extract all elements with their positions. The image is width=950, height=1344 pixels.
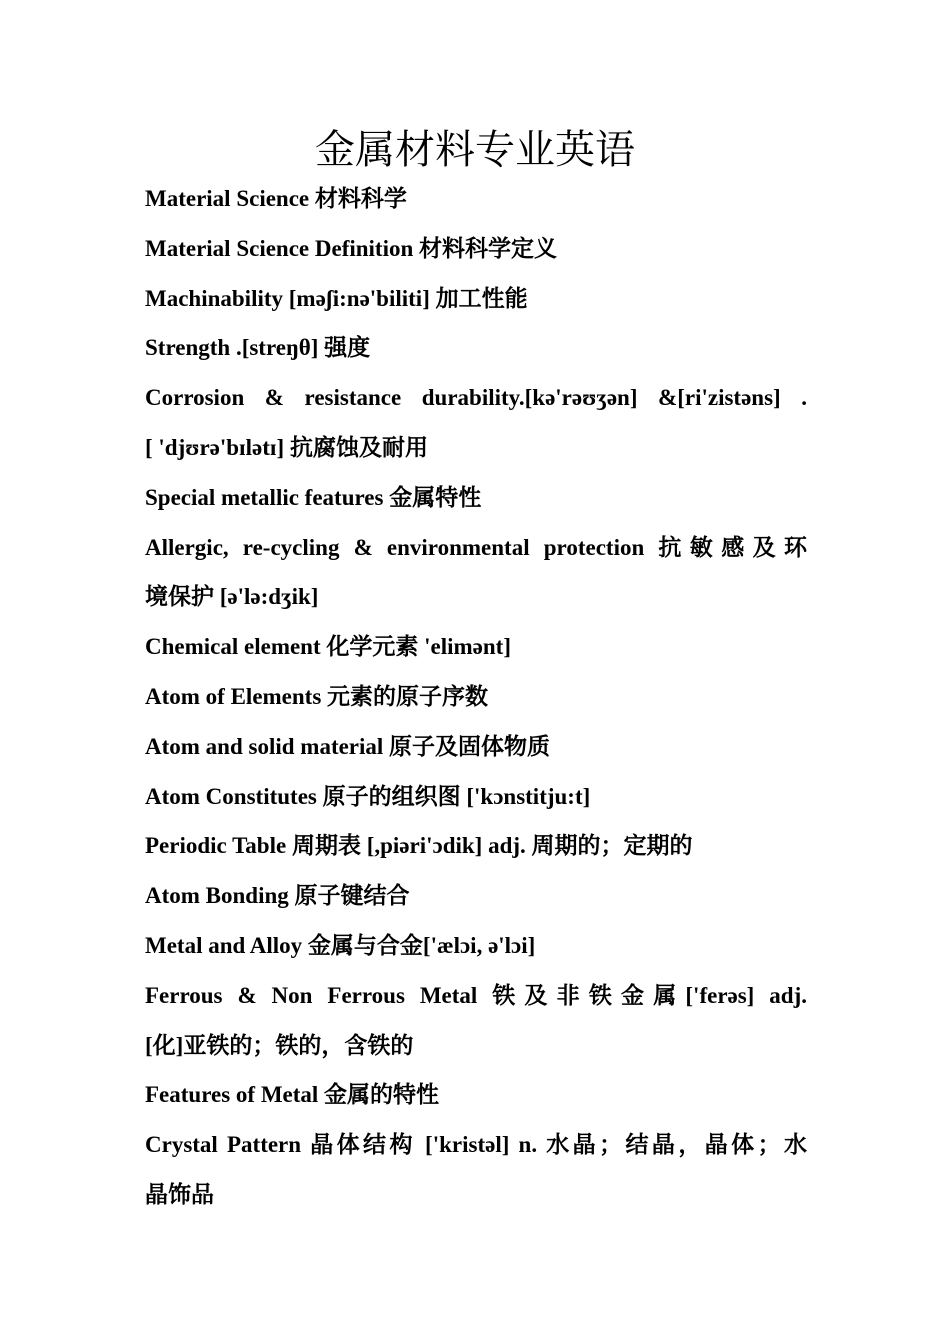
- vocab-line: [化]亚铁的；铁的，含铁的: [145, 1032, 414, 1058]
- vocab-line: Special metallic features 金属特性: [145, 484, 482, 510]
- vocab-line: Material Science Definition 材料科学定义: [145, 235, 558, 261]
- vocab-line: Corrosion & resistance durability.[kə'rəʊʒən] &[ri'zistəns] .: [145, 385, 807, 411]
- vocab-line: Allergic, re-cycling & environmental protection 抗敏感及环: [145, 534, 807, 560]
- vocab-line: Metal and Alloy 金属与合金['ælɔi, ə'lɔi]: [145, 932, 536, 958]
- vocab-line: Features of Metal 金属的特性: [145, 1082, 440, 1108]
- vocab-line: [ 'djʊrə'bɪlətɪ] 抗腐蚀及耐用: [145, 434, 428, 460]
- vocabulary-list: [145, 174, 807, 1220]
- vocab-line: 境保护 [ə'lə:dʒik]: [145, 584, 319, 610]
- vocab-line: Machinability [məʃi:nə'biliti] 加工性能: [145, 285, 528, 311]
- vocab-line: Material Science 材料科学: [145, 186, 407, 211]
- vocab-line: Atom of Elements 元素的原子序数: [145, 683, 489, 709]
- vocab-line: 晶饰品: [145, 1181, 214, 1207]
- vocab-line: Atom Constitutes 原子的组织图 ['kɔnstitju:t]: [145, 783, 591, 809]
- vocab-line: Strength .[streŋθ] 强度: [145, 335, 371, 361]
- vocab-line: Atom Bonding 原子键结合: [145, 883, 410, 909]
- vocab-line: Ferrous & Non Ferrous Metal 铁及非铁金属['ferəs] adj.: [145, 982, 807, 1008]
- document-title: 金属材料专业英语: [315, 127, 635, 172]
- vocab-line: Periodic Table 周期表 [,piəri'ɔdik] adj. 周期的；定期的: [145, 833, 693, 859]
- vocab-line: Crystal Pattern 晶体结构 ['kristəl] n. 水晶；结晶，晶体；水: [145, 1132, 807, 1158]
- vocab-line: Chemical element 化学元素 'elimənt]: [145, 634, 511, 660]
- vocab-line: Atom and solid material 原子及固体物质: [145, 733, 551, 759]
